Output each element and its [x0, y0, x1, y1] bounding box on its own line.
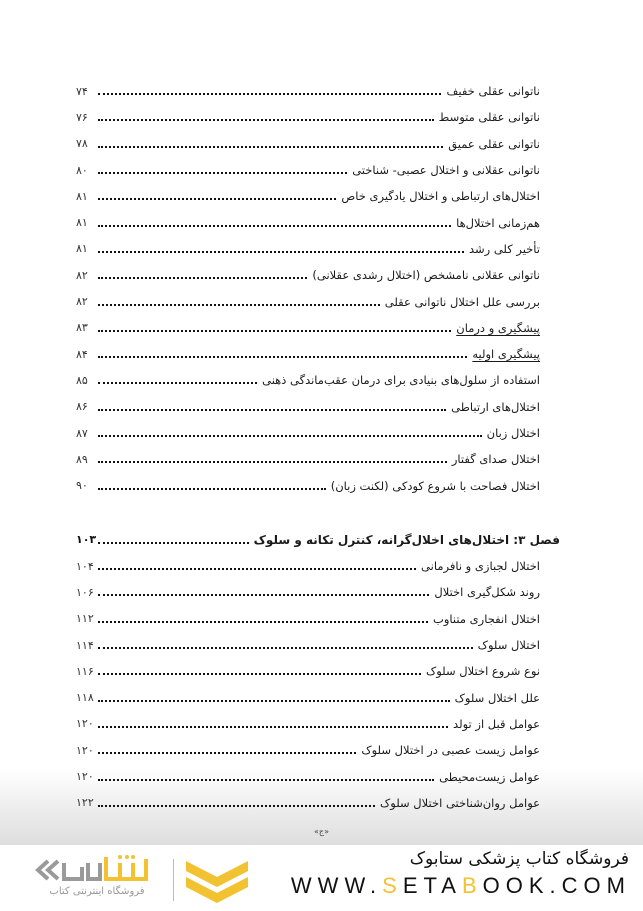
dot-leader: [98, 162, 347, 174]
page-folio: «ج»: [314, 827, 329, 836]
toc-title: اختلال‌های ارتباطی: [451, 399, 540, 414]
dot-leader: [98, 690, 450, 702]
toc-page-number: ۸۲: [76, 295, 88, 309]
toc-title: اختلال فصاحت با شروع کودکی (لکنت زبان): [330, 478, 540, 493]
toc-title: اختلال لجبازی و نافرمانی: [421, 559, 540, 574]
dot-leader: [98, 451, 447, 463]
dot-leader: [98, 294, 380, 306]
toc-row[interactable]: [76, 472, 540, 498]
logo-tagline: فروشگاه اینترنتی کتاب: [49, 886, 145, 897]
toc-page-number: ۸۴: [76, 347, 88, 361]
toc-row[interactable]: [76, 711, 540, 737]
toc-page-number: ۱۰۴: [76, 559, 94, 573]
toc-title: عوامل زیست عصبی در اختلال سلوک: [361, 743, 540, 758]
toc-chapter-heading[interactable]: [76, 527, 560, 553]
toc-row[interactable]: [76, 315, 540, 341]
toc-title: ناتوانی عقلی عمیق: [448, 136, 540, 151]
toc-page-number: ۱۱۴: [76, 638, 94, 652]
toc-title: پیشگیری اولیه: [472, 347, 540, 362]
toc-title: عوامل زیست‌محیطی: [439, 769, 540, 784]
toc-title: اختلال‌های ارتباطی و اختلال یادگیری خاص: [341, 189, 540, 204]
toc-row[interactable]: [76, 262, 540, 288]
toc-row[interactable]: [76, 367, 540, 393]
toc-title: عوامل قبل از تولد: [453, 716, 540, 731]
dot-leader: [98, 136, 443, 148]
toc-row[interactable]: [76, 737, 540, 763]
chapter-title: فصل ۳: اختلال‌های اخلال‌گرانه، کنترل تکانه و سلوک: [253, 532, 560, 547]
dot-leader: [98, 188, 336, 200]
dot-leader: [98, 399, 446, 411]
section-gap: [76, 499, 540, 527]
toc-page-number: ۸۲: [76, 268, 88, 282]
toc-title: اختلال زبان: [486, 426, 540, 440]
toc-title: تأخیر کلی رشد: [468, 241, 540, 256]
toc-title: ناتوانی عقلی خفیف: [446, 84, 540, 99]
toc-page-number: ۱۱۸: [76, 691, 94, 705]
toc-page-number: ۸۳: [76, 321, 88, 335]
dot-leader: [98, 637, 473, 649]
publisher-banner: [0, 845, 643, 911]
toc-row[interactable]: [76, 131, 540, 157]
dot-leader: [98, 372, 257, 384]
setabook-logo[interactable]: [30, 853, 250, 903]
toc-page-number: ۱۲۰: [76, 717, 94, 731]
toc-title: ناتوانی عقلانی نامشخص (اختلال رشدی عقلانی): [312, 268, 540, 283]
toc-row[interactable]: [76, 446, 540, 472]
toc-row[interactable]: [76, 104, 540, 130]
dot-leader: [98, 742, 356, 754]
toc-row[interactable]: [76, 236, 540, 262]
store-branding: [291, 849, 631, 899]
toc-row[interactable]: [76, 790, 540, 816]
toc-title: اختلال سلوک: [477, 638, 540, 653]
dot-leader: [98, 478, 326, 490]
toc-row[interactable]: [76, 394, 540, 420]
toc-row[interactable]: [76, 632, 540, 658]
toc-row[interactable]: [76, 78, 540, 104]
dot-leader: [98, 795, 375, 807]
toc-row[interactable]: [76, 341, 540, 367]
dot-leader: [98, 109, 434, 121]
toc-title: هم‌زمانی اختلال‌ها: [456, 215, 540, 230]
toc-title: ناتوانی عقلی متوسط: [438, 110, 540, 125]
dot-leader: [98, 267, 307, 279]
toc-page-number: ۱۰۶: [76, 585, 94, 599]
toc-row[interactable]: [76, 553, 540, 579]
toc-page-number: ۸۱: [76, 189, 88, 203]
toc-title: عوامل روان‌شناختی اختلال سلوک: [379, 795, 540, 810]
toc-title: اختلال صدای گفتار: [451, 452, 540, 467]
toc-page-number: ۱۲۲: [76, 796, 94, 810]
toc-page-number: ۷۴: [76, 84, 88, 98]
toc-title: علل اختلال سلوک: [454, 690, 540, 705]
dot-leader: [98, 320, 451, 332]
store-url[interactable]: [291, 873, 631, 899]
dot-leader: [98, 346, 467, 358]
dot-leader: [98, 215, 451, 227]
store-name: فروشگاه کتاب پزشکی ستابوک: [409, 849, 629, 869]
toc-row[interactable]: [76, 157, 540, 183]
dot-leader: [98, 425, 482, 437]
toc-page-number: ۸۰: [76, 163, 88, 177]
toc-title: اختلال انفجاری متناوب: [433, 611, 540, 626]
dot-leader: [98, 769, 434, 781]
logo-divider: [173, 859, 174, 901]
toc-page-number: ۸۱: [76, 216, 88, 230]
toc-page-number: ۷۶: [76, 110, 88, 124]
toc-row[interactable]: [76, 658, 540, 684]
dot-leader: [98, 83, 441, 95]
toc-page-number: ۸۵: [76, 373, 88, 387]
toc-row[interactable]: [76, 606, 540, 632]
dot-leader: [98, 532, 249, 544]
dot-leader: [98, 663, 421, 675]
toc-row[interactable]: [76, 685, 540, 711]
toc-page-number: ۹۰: [76, 479, 88, 493]
setabook-chevron-emblem-icon: [182, 857, 252, 903]
toc-page-number: ۱۲۰: [76, 743, 94, 757]
table-of-contents: [76, 78, 560, 816]
setabook-wordmark-icon: [34, 853, 154, 887]
toc-row[interactable]: [76, 579, 540, 605]
toc-row[interactable]: [76, 183, 540, 209]
url-part: OOK.COM: [482, 873, 631, 898]
toc-title: بررسی علل اختلال ناتوانی عقلی: [384, 294, 540, 309]
url-accent-letter: B: [461, 873, 483, 898]
toc-title: روند شکل‌گیری اختلال: [434, 585, 540, 600]
toc-title: ناتوانی عقلانی و اختلال عصبی- شناختی: [352, 163, 540, 178]
url-part: WWW.: [290, 873, 383, 898]
toc-page-number: ۱۰۳: [76, 533, 97, 547]
toc-row[interactable]: [76, 288, 540, 314]
toc-page-number: ۸۱: [76, 242, 88, 256]
toc-row[interactable]: [76, 420, 540, 446]
toc-page-number: ۱۱۶: [76, 664, 94, 678]
toc-title: پیشگیری و درمان: [456, 320, 540, 335]
url-accent-letter: S: [382, 873, 403, 898]
toc-title: نوع شروع اختلال سلوک: [425, 664, 540, 679]
toc-row[interactable]: [76, 763, 540, 789]
toc-page-number: ۷۸: [76, 137, 88, 151]
toc-page-number: ۱۱۲: [76, 612, 94, 626]
dot-leader: [98, 584, 429, 596]
toc-page-number: ۱۲۰: [76, 770, 94, 784]
dot-leader: [98, 716, 448, 728]
toc-page-number: ۸۹: [76, 452, 88, 466]
toc-page-number: ۸۷: [76, 426, 88, 440]
dot-leader: [98, 558, 416, 570]
toc-page-number: ۸۶: [76, 400, 88, 414]
toc-title: استفاده از سلول‌های بنیادی برای درمان عقب‌ماندگی ذهنی: [262, 373, 540, 388]
dot-leader: [98, 611, 428, 623]
toc-row[interactable]: [76, 209, 540, 235]
dot-leader: [98, 241, 464, 253]
url-part: ETA: [402, 873, 462, 898]
